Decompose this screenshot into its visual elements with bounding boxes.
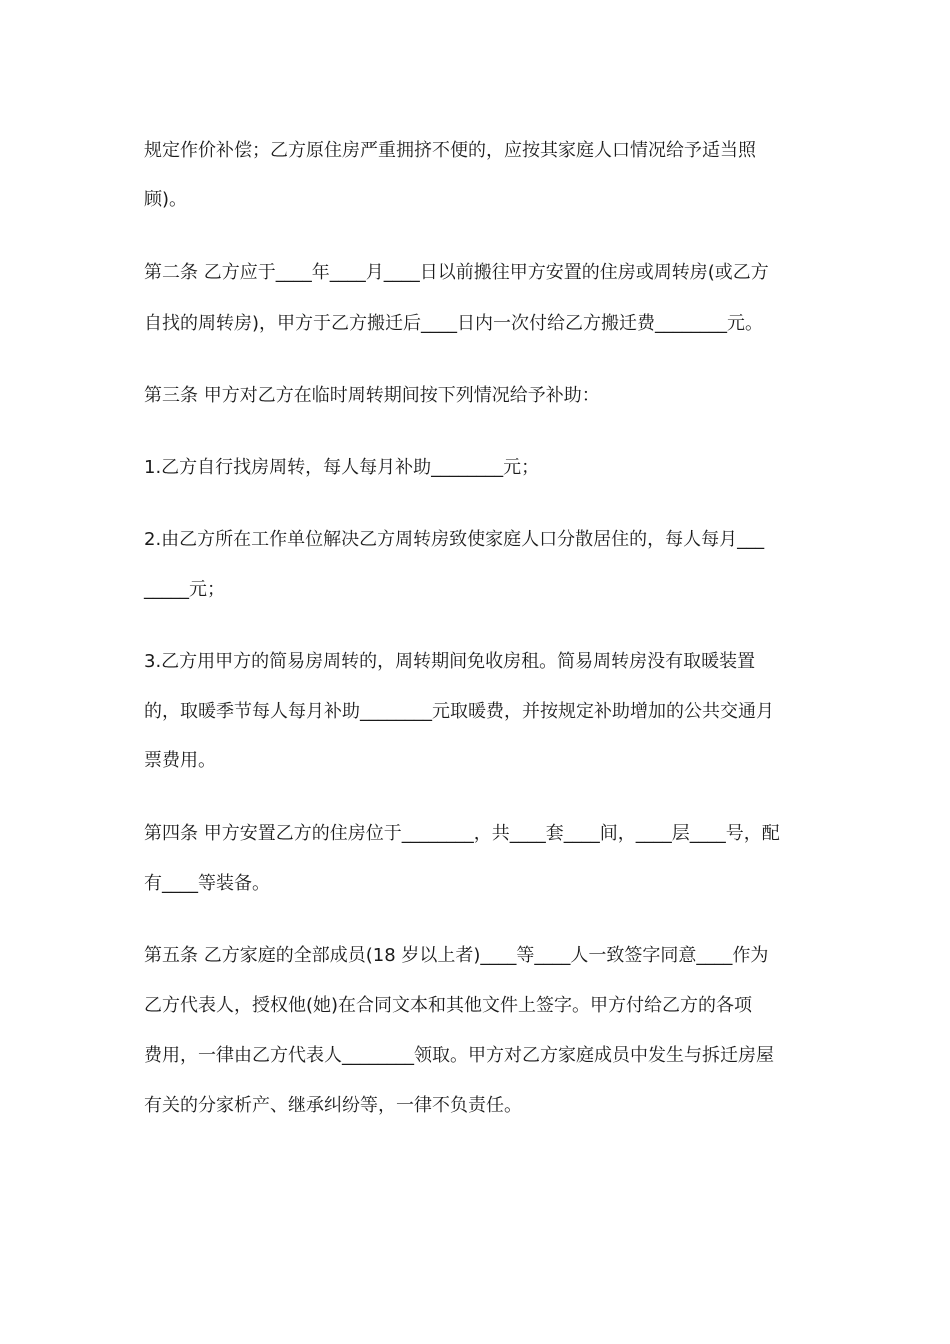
text-line: 乙方代表人，授权他(她)在合同文本和其他文件上签字。甲方付给乙方的各项 bbox=[144, 995, 753, 1016]
text-line: 第二条 乙方应于____年____月____日以前搬往甲方安置的住房或周转房(或乙方 bbox=[144, 262, 769, 283]
text-line: 的，取暖季节每人每月补助________元取暖费，并按规定补助增加的公共交通月 bbox=[144, 701, 774, 722]
text-line: _____元； bbox=[144, 579, 225, 600]
text-line: 1.乙方自行找房周转，每人每月补助________元； bbox=[144, 457, 540, 478]
text-line: 票费用。 bbox=[144, 750, 216, 771]
text-line: 自找的周转房)，甲方于乙方搬迁后____日内一次付给乙方搬迁费________元。 bbox=[144, 313, 764, 334]
text-line: 第三条 甲方对乙方在临时周转期间按下列情况给予补助： bbox=[144, 385, 600, 406]
text-line: 第四条 甲方安置乙方的住房位于________，共____套____间，____层____号，配 bbox=[144, 823, 780, 844]
text-line: 2.由乙方所在工作单位解决乙方周转房致使家庭人口分散居住的，每人每月___ bbox=[144, 529, 765, 550]
text-line: 第五条 乙方家庭的全部成员(18 岁以上者)____等____人一致签字同意____作为 bbox=[144, 945, 769, 966]
text-line: 有____等装备。 bbox=[144, 873, 270, 894]
text-line: 3.乙方用甲方的简易房周转的，周转期间免收房租。简易周转房没有取暖装置 bbox=[144, 651, 756, 672]
text-line: 有关的分家析产、继承纠纷等，一律不负责任。 bbox=[144, 1095, 522, 1116]
text-line: 规定作价补偿；乙方原住房严重拥挤不便的，应按其家庭人口情况给予适当照 bbox=[144, 140, 756, 161]
text-line: 顾)。 bbox=[144, 189, 188, 210]
text-line: 费用，一律由乙方代表人________领取。甲方对乙方家庭成员中发生与拆迁房屋 bbox=[144, 1045, 774, 1066]
